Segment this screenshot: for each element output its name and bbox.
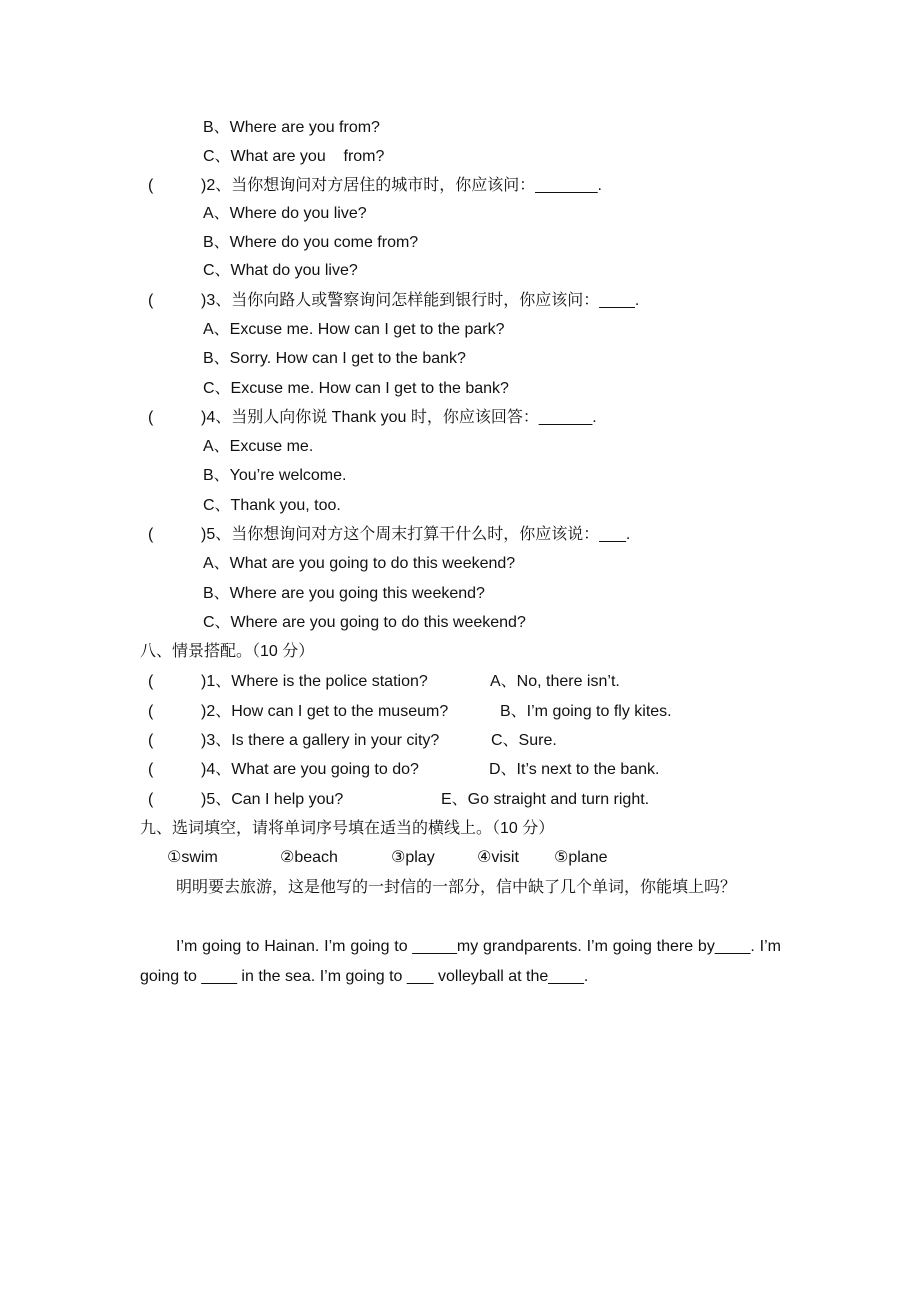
option-b: B、Sorry. How can I get to the bank?: [203, 350, 466, 367]
match-question: )5、Can I help you?: [201, 791, 344, 808]
match-question: )2、How can I get to the museum?: [201, 703, 449, 720]
option-c: C、Thank you, too.: [203, 497, 341, 514]
option-c: C、Excuse me. How can I get to the bank?: [203, 380, 509, 397]
option-a: A、Excuse me. How can I get to the park?: [203, 321, 505, 338]
section-9-intro: 明明要去旅游，这是他写的一封信的一部分，信中缺了几个单词，你能填上吗？: [176, 879, 737, 896]
match-answer: D、It’s next to the bank.: [489, 761, 660, 778]
answer-paren[interactable]: (: [148, 673, 154, 690]
option-a: A、What are you going to do this weekend?: [203, 555, 516, 572]
answer-paren[interactable]: (: [148, 177, 154, 194]
match-question: )3、Is there a gallery in your city?: [201, 732, 440, 749]
question-prompt: )2、当你想询问对方居住的城市时，你应该问：_______.: [201, 177, 602, 194]
question-prompt: )3、当你向路人或警察询问怎样能到银行时，你应该问：____.: [201, 292, 640, 309]
option-b: B、Where are you going this weekend?: [203, 585, 485, 602]
fill-in-passage: I’m going to Hainan. I’m going to _____my grandparents. I’m going there by____. I’m going to ____ in the sea. I’m going to ___ volleyball at the____.: [140, 938, 781, 985]
match-answer: E、Go straight and turn right.: [441, 791, 650, 808]
question-prompt: )5、当你想询问对方这个周末打算干什么时，你应该说：___.: [201, 526, 631, 543]
option-b: B、Where do you come from?: [203, 234, 419, 251]
match-question: )1、Where is the police station?: [201, 673, 428, 690]
option-c: C、Where are you going to do this weekend?: [203, 614, 526, 631]
word-bank-item: ⑤plane: [554, 849, 608, 866]
match-answer: A、No, there isn’t.: [490, 673, 620, 690]
word-bank-item: ③play: [391, 849, 435, 866]
section-9-title: 九、选词填空，请将单词序号填在适当的横线上。（10 分）: [140, 820, 555, 837]
q1-option-c: C、What are you from?: [203, 148, 385, 165]
answer-paren[interactable]: (: [148, 526, 154, 543]
question-prompt: )4、当别人向你说 Thank you 时，你应该回答：______.: [201, 409, 597, 426]
option-a: A、Where do you live?: [203, 205, 367, 222]
answer-paren[interactable]: (: [148, 292, 154, 309]
option-c: C、What do you live?: [203, 262, 358, 279]
answer-paren[interactable]: (: [148, 761, 154, 778]
option-a: A、Excuse me.: [203, 438, 314, 455]
match-answer: B、I’m going to fly kites.: [500, 703, 672, 720]
word-bank-item: ①swim: [167, 849, 218, 866]
match-answer: C、Sure.: [491, 732, 557, 749]
q1-option-b: B、Where are you from?: [203, 119, 380, 136]
answer-paren[interactable]: (: [148, 409, 154, 426]
answer-paren[interactable]: (: [148, 732, 154, 749]
option-b: B、You’re welcome.: [203, 467, 347, 484]
word-bank-item: ④visit: [477, 849, 519, 866]
answer-paren[interactable]: (: [148, 703, 154, 720]
section-8-title: 八、情景搭配。（10 分）: [140, 643, 315, 660]
match-question: )4、What are you going to do?: [201, 761, 419, 778]
answer-paren[interactable]: (: [148, 791, 154, 808]
word-bank-item: ②beach: [280, 849, 338, 866]
